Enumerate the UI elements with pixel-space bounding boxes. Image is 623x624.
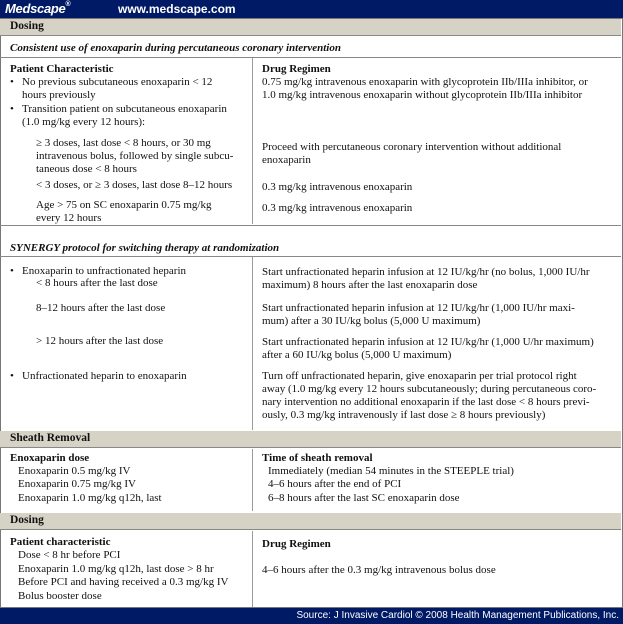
- synergy-b1a-regimen-line2: maximum) 8 hours after the last enoxaparin dose: [262, 279, 478, 291]
- synergy-b2-regimen-line1: Turn off unfractionated heparin, give enoxaparin per trial protocol right: [262, 370, 577, 382]
- col-header-regimen: Drug Regimen: [262, 63, 331, 75]
- col-header-time-sheath: Time of sheath removal: [262, 452, 373, 464]
- section-title: Dosing: [10, 514, 44, 526]
- synergy-b1a: < 8 hours after the last dose: [36, 277, 158, 289]
- bullet2-line1: Transition patient on subcutaneous enoxaparin: [22, 103, 227, 115]
- bullet-icon: •: [10, 265, 14, 277]
- sub3-line2: every 12 hours: [36, 212, 102, 224]
- bullet-icon: •: [10, 76, 14, 88]
- sub1-regimen-line2: enoxaparin: [262, 154, 311, 166]
- section-title: Sheath Removal: [10, 432, 91, 444]
- column-divider: [252, 531, 253, 607]
- bullet-icon: •: [10, 370, 14, 382]
- synergy-b2: Unfractionated heparin to enoxaparin: [22, 370, 187, 382]
- col-header-patient-characteristic: Patient characteristic: [10, 536, 111, 548]
- synergy-b1a-regimen-line1: Start unfractionated heparin infusion at 12 IU/kg/hr (no bolus, 1,000 IU/hr: [262, 266, 590, 278]
- bullet1-line2: hours previously: [22, 89, 96, 101]
- dosing2-left-4: Bolus booster dose: [18, 590, 102, 602]
- sheath-right-2: 4–6 hours after the end of PCI: [268, 478, 402, 490]
- divider: [0, 225, 621, 226]
- synergy-b1c-regimen-line1: Start unfractionated heparin infusion at 12 IU/kg/hr (1,000 U/hr maximum): [262, 336, 594, 348]
- sheath-left-3: Enoxaparin 1.0 mg/kg q12h, last: [18, 492, 162, 504]
- sub2-text: < 3 doses, or ≥ 3 doses, last dose 8–12 hours: [36, 179, 233, 191]
- divider: [0, 57, 621, 58]
- dosing2-left-1: Dose < 8 hr before PCI: [18, 549, 121, 561]
- synergy-b2-regimen-line3: nary intervention no additional enoxaparin if the last dose < 8 hours previ-: [262, 396, 590, 408]
- sub2-regimen: 0.3 mg/kg intravenous enoxaparin: [262, 181, 413, 193]
- sheath-right-3: 6–8 hours after the last SC enoxaparin dose: [268, 492, 460, 504]
- sub3-line1: Age > 75 on SC enoxaparin 0.75 mg/kg: [36, 199, 212, 211]
- synergy-b2-regimen-line4: ously, 0.3 mg/kg intravenously if last dose ≥ 8 hours previously): [262, 409, 546, 421]
- bullet-icon: •: [10, 103, 14, 115]
- synergy-b1b: 8–12 hours after the last dose: [36, 302, 166, 314]
- bullet1-regimen-line2: 1.0 mg/kg intravenous enoxaparin without glycoprotein IIb/IIIa inhibitor: [262, 89, 583, 101]
- synergy-b2-regimen-line2: away (1.0 mg/kg every 12 hours subcutaneously; during percutaneous coro-: [262, 383, 597, 395]
- sub1-line2: intravenous bolus, followed by single subcu-: [36, 150, 234, 162]
- brand-text: Medscape: [5, 1, 66, 16]
- synergy-b1: Enoxaparin to unfractionated heparin: [22, 265, 187, 277]
- section-header-dosing-2: [0, 513, 621, 530]
- col-header-enoxaparin-dose: Enoxaparin dose: [10, 452, 90, 464]
- section-header-dosing: [0, 19, 621, 36]
- bullet2-line2: (1.0 mg/kg every 12 hours):: [22, 116, 146, 128]
- sheath-left-2: Enoxaparin 0.75 mg/kg IV: [18, 478, 136, 490]
- section-header-sheath-removal: [0, 431, 621, 448]
- subtitle-synergy: SYNERGY protocol for switching therapy at randomization: [10, 242, 280, 254]
- col-header-patient: Patient Characteristic: [10, 63, 114, 75]
- sheath-right-1: Immediately (median 54 minutes in the STEEPLE trial): [268, 465, 514, 477]
- bullet1-regimen-line1: 0.75 mg/kg intravenous enoxaparin with glycoprotein IIb/IIIa inhibitor, or: [262, 76, 588, 88]
- dosing2-left-2: Enoxaparin 1.0 mg/kg q12h, last dose > 8 hr: [18, 563, 214, 575]
- sheath-left-1: Enoxaparin 0.5 mg/kg IV: [18, 465, 131, 477]
- section-title: Dosing: [10, 20, 44, 32]
- synergy-b1c-regimen-line2: after a 60 IU/kg bolus (5,000 U maximum): [262, 349, 452, 361]
- medscape-logo[interactable]: [5, 1, 70, 16]
- column-divider: [252, 449, 253, 511]
- sub1-line1: ≥ 3 doses, last dose < 8 hours, or 30 mg: [36, 137, 211, 149]
- sub1-regimen-line1: Proceed with percutaneous coronary intervention without additional: [262, 141, 562, 153]
- sub3-regimen: 0.3 mg/kg intravenous enoxaparin: [262, 202, 413, 214]
- column-divider: [252, 257, 253, 430]
- brand-registered-mark: ®: [65, 1, 71, 8]
- source-citation: Source: J Invasive Cardiol © 2008 Health Management Publications, Inc.: [296, 610, 619, 621]
- header-bar: [0, 0, 623, 18]
- sub1-line3: taneous dose < 8 hours: [36, 163, 137, 175]
- dosing2-right: 4–6 hours after the 0.3 mg/kg intravenous bolus dose: [262, 564, 496, 576]
- bullet1-line1: No previous subcutaneous enoxaparin < 12: [22, 76, 213, 88]
- footer-bar: [0, 608, 623, 624]
- synergy-b1b-regimen-line1: Start unfractionated heparin infusion at 12 IU/kg/hr (1,000 IU/hr maxi-: [262, 302, 575, 314]
- synergy-b1b-regimen-line2: mum) after a 30 IU/kg bolus (5,000 U maximum): [262, 315, 481, 327]
- dosing2-left-3: Before PCI and having received a 0.3 mg/kg IV: [18, 576, 229, 588]
- divider: [0, 256, 621, 257]
- column-divider: [252, 58, 253, 224]
- col-header-drug-regimen: Drug Regimen: [262, 538, 331, 550]
- subtitle-consistent-use: Consistent use of enoxaparin during percutaneous coronary intervention: [10, 42, 341, 54]
- synergy-b1c: > 12 hours after the last dose: [36, 335, 164, 347]
- site-url-link[interactable]: www.medscape.com: [118, 2, 236, 16]
